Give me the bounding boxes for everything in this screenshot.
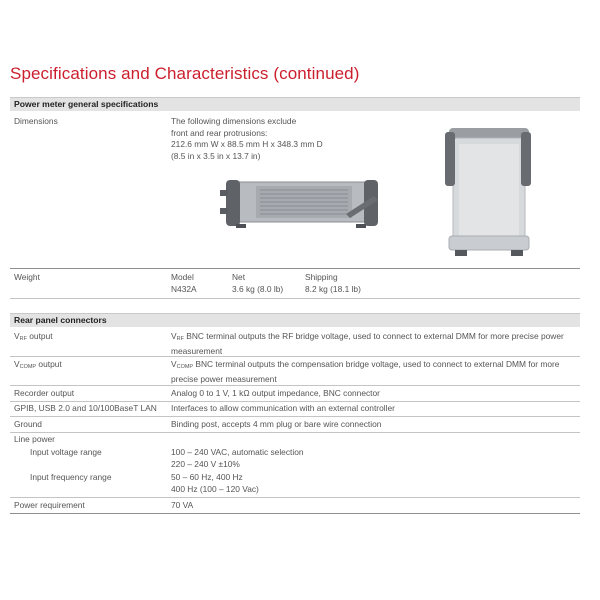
weight-header-shipping: Shipping [305, 272, 338, 282]
section-header-rear-panel-label: Rear panel connectors [14, 315, 107, 325]
weight-header-model: Model [171, 272, 194, 282]
interfaces-value: Interfaces to allow communication with an external controller [171, 403, 395, 413]
vcomp-output-label: VCOMP output [14, 359, 62, 370]
ground-label: Ground [14, 419, 42, 429]
power-requirement-label: Power requirement [14, 500, 85, 510]
divider [10, 432, 580, 433]
section-header-rear-panel [10, 313, 580, 327]
input-frequency-range-value: 50 – 60 Hz, 400 Hz 400 Hz (100 – 120 Vac) [171, 472, 259, 494]
divider [10, 416, 580, 417]
weight-model-value: N432A [171, 284, 197, 294]
table-bottom-border [10, 513, 580, 514]
input-voltage-range-value: 100 – 240 VAC, automatic selection 220 – 240 V ±10% [171, 447, 304, 469]
dimensions-value [171, 116, 323, 162]
interfaces-label: GPIB, USB 2.0 and 10/100BaseT LAN [14, 403, 157, 413]
divider [10, 497, 580, 498]
power-requirement-value: 70 VA [171, 500, 194, 510]
dimensions-label: Dimensions [14, 116, 58, 126]
dimensions-line-1: The following dimensions exclude [171, 116, 297, 126]
weight-shipping-value: 8.2 kg (18.1 lb) [305, 284, 361, 294]
section-header-general-label: Power meter general specifications [14, 99, 159, 109]
divider [10, 268, 580, 269]
divider [10, 356, 580, 357]
input-frequency-range-label: Input frequency range [30, 472, 112, 482]
divider [10, 401, 580, 402]
weight-net-value: 3.6 kg (8.0 lb) [232, 284, 284, 294]
vrf-output-value: VRF BNC terminal outputs the RF bridge voltage, used to connect to external DMM for more precise power measurement [171, 331, 564, 356]
divider [10, 298, 580, 299]
dimensions-line-2: front and rear protrusions: [171, 127, 268, 138]
dimensions-line-3: 212.6 mm W x 88.5 mm H x 348.3 mm D [171, 139, 323, 149]
instrument-front-view-image [443, 126, 533, 258]
section-header-general [10, 97, 580, 111]
input-voltage-range-label: Input voltage range [30, 447, 102, 457]
weight-label: Weight [14, 272, 40, 282]
ground-value: Binding post, accepts 4 mm plug or bare wire connection [171, 419, 382, 429]
vcomp-output-value: VCOMP BNC terminal outputs the compensation bridge voltage, used to connect to external DMM for more precise power measurement [171, 359, 560, 384]
vrf-output-label: VRF output [14, 331, 53, 342]
recorder-output-label: Recorder output [14, 388, 75, 398]
page-title: Specifications and Characteristics (continued) [10, 64, 360, 83]
divider [10, 385, 580, 386]
recorder-output-value: Analog 0 to 1 V, 1 kΩ output impedance, BNC connector [171, 388, 380, 398]
line-power-label: Line power [14, 434, 55, 444]
weight-header-net: Net [232, 272, 246, 282]
dimensions-line-4: (8.5 in x 3.5 in x 13.7 in) [171, 150, 261, 161]
instrument-side-view-image [216, 176, 386, 232]
